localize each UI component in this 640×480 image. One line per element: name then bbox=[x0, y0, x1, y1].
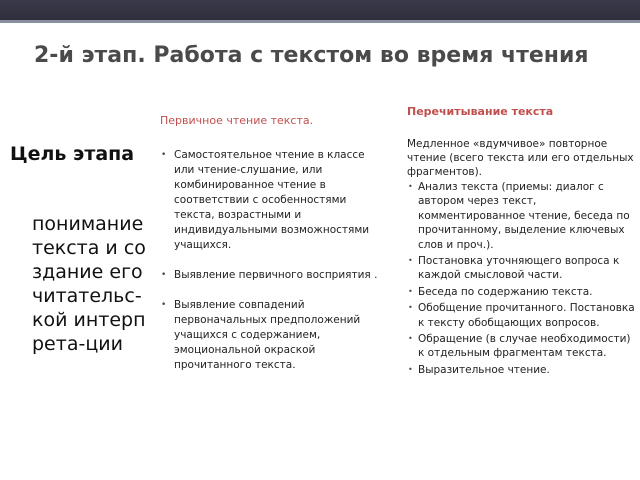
bullet-icon: • bbox=[161, 300, 167, 310]
list-item: • Выразительное чтение. bbox=[408, 363, 550, 376]
column1-heading: Первичное чтение текста. bbox=[160, 114, 314, 127]
list-item: • Обобщение прочитанного. Постановка к тексту обобщающих вопросов. bbox=[408, 302, 635, 329]
bullet-icon: • bbox=[408, 334, 413, 344]
bullet-icon: • bbox=[408, 182, 413, 191]
bullet-icon: • bbox=[408, 364, 413, 374]
top-decor-stripe bbox=[0, 20, 640, 23]
list-item: • Обращение (в случае необходимости) к отдельным фрагментам текста. bbox=[408, 333, 631, 360]
column1-list bbox=[160, 148, 382, 388]
bullet-icon: • bbox=[408, 286, 413, 296]
goal-heading: Цель этапа bbox=[10, 143, 135, 165]
top-decor-bar bbox=[0, 0, 640, 20]
list-item: • Анализ текста (приемы: диалог с автором через текст, комментированное чтение, беседа по прочитанному, выделение ключевых слов и проч.). bbox=[408, 181, 630, 251]
bullet-icon: • bbox=[408, 256, 413, 266]
column2-intro: Медленное «вдумчивое» повторное чтение (всего текста или его отдельных фрагментов). bbox=[407, 138, 634, 178]
column2-list bbox=[408, 180, 636, 379]
list-item: • Выявление совпадений первоначальных предположений учащихся с содержанием, эмоциональной окраской прочитанного текста. bbox=[161, 299, 361, 371]
column2-heading: Перечитывание текста bbox=[407, 105, 554, 118]
bullet-icon: • bbox=[161, 270, 167, 280]
slide-title: 2-й этап. Работа с текстом во время чтения bbox=[34, 43, 589, 68]
goal-body: понимание текста и создание его читательс-кой интерпрета-ции bbox=[32, 213, 146, 355]
list-item: • Беседа по содержанию текста. bbox=[408, 285, 593, 298]
bullet-icon: • bbox=[161, 150, 167, 160]
list-item: • Постановка уточняющего вопроса к каждой смысловой части. bbox=[408, 255, 620, 282]
bullet-icon: • bbox=[408, 303, 413, 313]
list-item: • Самостоятельное чтение в классе или чтение-слушание, или комбинированное чтение в соответствии с особенностями текста, возрастными и индивидуальными возможностями учащихся. bbox=[161, 149, 370, 251]
list-item: • Выявление первичного восприятия . bbox=[161, 269, 378, 281]
